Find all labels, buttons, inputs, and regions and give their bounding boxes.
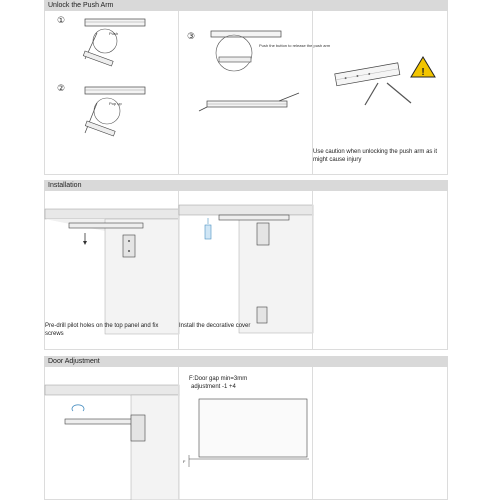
door-cell-empty [312,367,448,500]
door-gap-illustration [179,367,313,500]
installation-section [44,180,448,350]
gap-text-1: F:Door gap min=3mm [189,376,248,382]
unlock-section [44,0,448,175]
f-label: F [183,459,186,464]
warning-icon [411,57,435,78]
installation-cell-empty [312,191,448,350]
label-push: Push [109,31,119,36]
installation-caption-1: Pre-drill pilot holes on the top panel and fix screws [45,323,159,337]
installation-cell-cover [178,191,312,350]
unlock-step-3-illustration [179,11,331,175]
label-release: Push the button to release the push arm [259,43,331,48]
unlock-steps-1-2-illustration [45,11,179,175]
installation-cell-drill [44,191,178,350]
caution-text: Use caution when unlocking the push arm as it might cause injury [313,149,438,163]
unlock-cell-step-3 [178,11,331,175]
door-cell-gap [178,367,312,500]
unlock-header: Unlock the Push Arm [44,0,448,11]
svg-text:!: ! [421,67,425,78]
door-closer-illustration [45,367,179,500]
installation-caption-2: Install the decorative cover [179,323,251,329]
step-3-number: ③ [187,31,196,41]
step-2-number: ② [57,83,66,93]
unlock-cell-steps-1-2 [44,11,178,175]
door-section [44,356,448,500]
gap-text-2: adjustment -1 +4 [191,384,236,390]
step-1-number: ① [57,15,66,25]
unlock-cell-caution [312,11,448,175]
installation-header: Installation [44,180,448,191]
door-cell-closer [44,367,178,500]
door-header: Door Adjustment [44,356,448,367]
label-pop-up: Pop up [109,101,122,106]
